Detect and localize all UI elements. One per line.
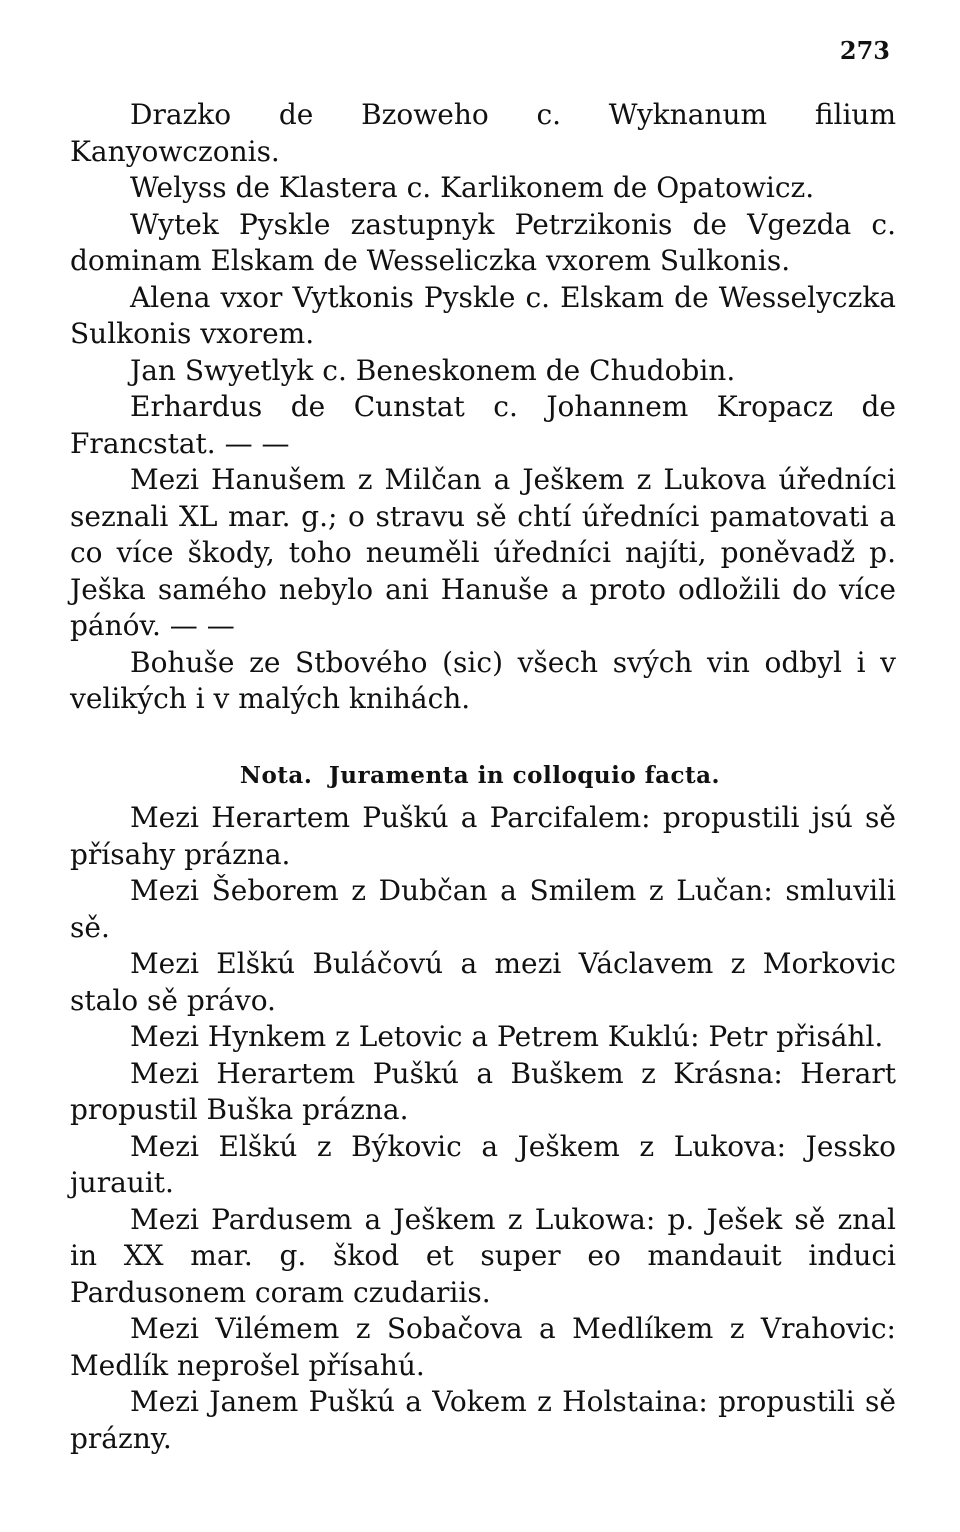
paragraph: Mezi Elškú Buláčovú a mezi Václavem z Morkovic stalo sě právo. bbox=[70, 947, 896, 1017]
paragraph: Bohuše ze Stbového (sic) všech svých vin odbyl i v velikých i v malých knihách. bbox=[70, 645, 896, 715]
text-block-lower bbox=[70, 800, 896, 1457]
paragraph: Wytek Pyskle zastupnyk Petrzikonis de Vgezda c. dominam Elskam de Wesseliczka vxorem Sulkonis. bbox=[70, 207, 896, 277]
section-heading bbox=[0, 762, 960, 789]
paragraph: Welyss de Klastera c. Karlikonem de Opatowicz. bbox=[130, 171, 815, 204]
text-block-upper bbox=[70, 97, 896, 718]
paragraph: Mezi Hanušem z Milčan a Ješkem z Lukova úředníci seznali XL mar. g.; o stravu sě chtí úředníci pamatovati a co více škody, toho neuměli úředníci najíti, poněvadž p. Ješka samého nebylo ani Hanuše a proto odložili do více pánóv. — — bbox=[70, 463, 896, 642]
paragraph: Alena vxor Vytkonis Pyskle c. Elskam de Wesselyczka Sulkonis vxorem. bbox=[70, 280, 896, 350]
paragraph: Mezi Elškú z Býkovic a Ješkem z Lukova: Jessko jurauit. bbox=[70, 1129, 896, 1199]
paragraph: Mezi Pardusem a Ješkem z Lukowa: p. Ješek sě znal in XX mar. g. škod et super eo mandauit induci Pardusonem coram czudariis. bbox=[70, 1202, 896, 1309]
page-number: 273 bbox=[839, 36, 890, 65]
paragraph: Mezi Herartem Puškú a Parcifalem: propustili jsú sě přísahy prázna. bbox=[70, 801, 896, 871]
paragraph: Mezi Janem Puškú a Vokem z Holstaina: propustili sě prázny. bbox=[70, 1385, 896, 1455]
paragraph: Mezi Herartem Puškú a Buškem z Krásna: Herart propustil Buška prázna. bbox=[70, 1056, 896, 1126]
paragraph: Erhardus de Cunstat c. Johannem Kropacz de Francstat. — — bbox=[70, 390, 896, 460]
heading-title: Juramenta in colloquio facta. bbox=[328, 762, 721, 789]
paragraph: Mezi Vilémem z Sobačova a Medlíkem z Vrahovic: Medlík neprošel přísahú. bbox=[70, 1312, 896, 1382]
paragraph: Mezi Hynkem z Letovic a Petrem Kuklú: Petr přisáhl. bbox=[130, 1020, 884, 1053]
paragraph: Jan Swyetlyk c. Beneskonem de Chudobin. bbox=[130, 353, 736, 387]
paragraph: Drazko de Bzoweho c. Wyknanum filium Kanyowczonis. bbox=[70, 98, 896, 168]
paragraph: Mezi Šeborem z Dubčan a Smilem z Lučan: smluvili sě. bbox=[70, 874, 896, 944]
heading-label: Nota. bbox=[239, 762, 313, 789]
